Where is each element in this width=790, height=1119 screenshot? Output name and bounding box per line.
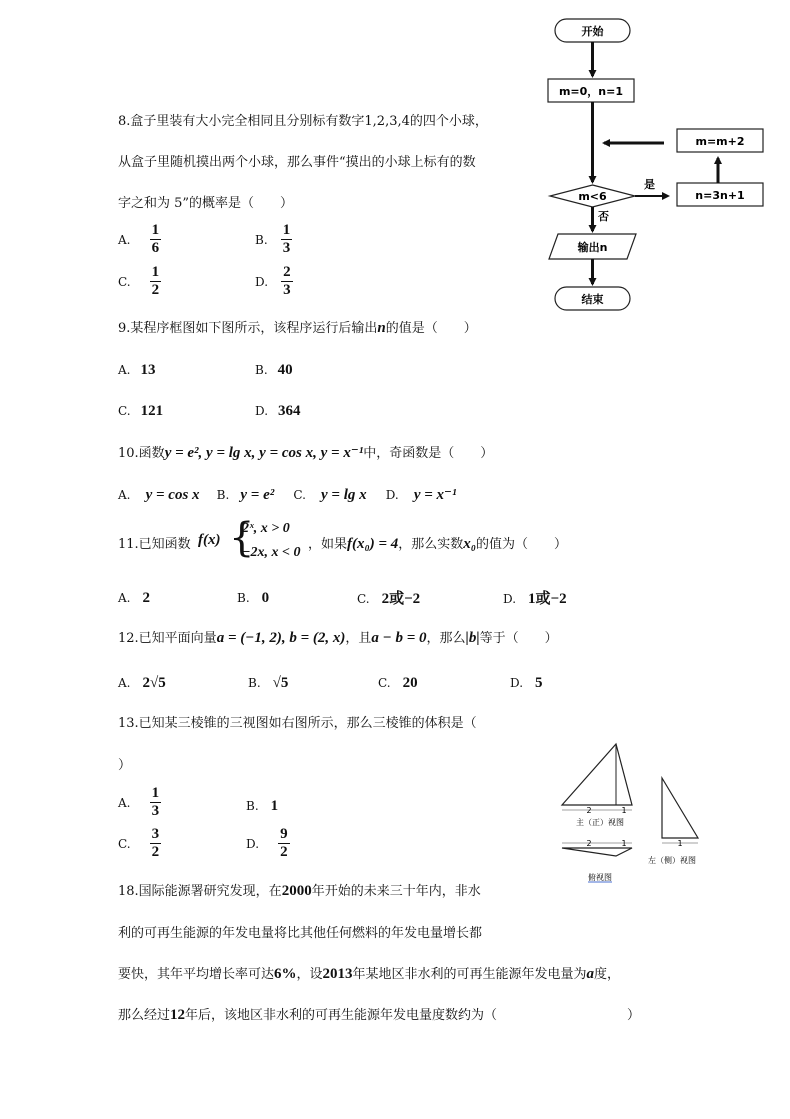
piecewise-brace: { [229,515,255,561]
q10-options: A. y = cos x B. y = e² C. y = lg x D. y = x⁻¹ [118,487,457,503]
flow-start [555,19,630,42]
fraction: $\frac{1}{2}$ [151,264,160,298]
q11-option-c: C. 2或−2 [357,591,421,607]
q12-option-b: B. √5 [248,675,289,691]
svg-text:m=m+2: m=m+2 [695,135,745,148]
q11-rest: ，如果f(x₀) = 4，那么实数x₀的值为（ ） [308,536,568,552]
fraction: $\frac{3}{2}$ [151,826,160,860]
svg-text:m=0，n=1: m=0，n=1 [558,85,624,98]
fraction: $\frac{9}{2}$ [280,826,288,860]
svg-text:1: 1 [621,806,627,815]
flow-step2 [677,129,763,152]
q11-option-a: A. 2 [118,590,150,606]
q10-stem: 10.函数y = e², y = lg x, y = cos x, y = x⁻¹中，奇函数是（ ） [118,445,494,461]
q13-line1: 13.已知某三棱锥的三视图如右图所示，那么三棱锥的体积是（ [118,716,477,731]
svg-text:主（正）视图: 主（正）视图 [576,818,624,827]
q9-option-a: A. 13 [118,362,156,378]
svg-text:开始: 开始 [581,25,604,38]
q8-option-d: D. $\frac{2}{3}$ [255,264,291,298]
q12-option-c: C. 20 [378,675,418,691]
q18-line4: 那么经过12年后，该地区非水利的可再生能源年发电量度数约为（ ） [118,1007,641,1023]
q11-option-b: B. 0 [237,590,270,606]
q18-line1: 18.国际能源署研究发现，在2000年开始的未来三十年内，非水 [118,883,481,899]
q9-option-c: C. 121 [118,403,164,419]
q13-option-b: B. 1 [246,798,279,814]
q9-option-b: B. 40 [255,362,293,378]
q9-option-d: D. 364 [255,403,301,419]
q8-option-a: A. $\frac{1}{6}$ [118,222,160,256]
q13-option-d: D. $\frac{9}{2}$ [246,826,288,860]
svg-text:m<6: m<6 [578,190,607,203]
q8-line2: 从盒子里随机摸出两个小球，那么事件“摸出的小球上标有的数 [118,155,476,170]
q13-option-c: C. $\frac{3}{2}$ [118,826,160,860]
side-view [648,778,698,865]
flow-end [555,287,630,310]
no-label: 否 [598,210,609,223]
svg-text:1: 1 [621,839,627,848]
q8-option-c: C. $\frac{1}{2}$ [118,264,160,298]
q12-option-d: D. 5 [510,675,543,691]
q8-line1: 8.盒子里装有大小完全相同且分别标有数字1,2,3,4的四个小球， [118,114,488,129]
three-view-drawing [550,740,720,890]
q18-line2: 利的可再生能源的年发电量将比其他任何燃料的年发电量增长都 [118,926,483,941]
q8-line3: 字之和为 5”的概率是（ ） [118,196,294,211]
fraction: $\frac{2}{3}$ [283,264,291,298]
q11-fx: f(x) [198,532,221,548]
fraction: $\frac{1}{3}$ [151,785,160,819]
svg-text:输出n: 输出n [577,241,608,254]
front-view [562,744,632,827]
q12-stem: 12.已知平面向量a = (−1, 2), b = (2, x)，且a − b = 0，那么|b|等于（ ） [118,630,558,646]
fraction: $\frac{1}{3}$ [282,222,291,256]
q8-option-b: B. $\frac{1}{3}$ [255,222,291,256]
svg-text:2: 2 [586,806,592,815]
flow-output [549,234,636,259]
q11-case2: −2x, x < 0 [242,545,301,560]
flow-step1 [677,183,763,206]
flow-condition [550,185,635,207]
svg-text:2: 2 [586,839,592,848]
yes-label: 是 [644,178,655,191]
svg-text:结束: 结束 [581,293,604,306]
q13-line2: ） [118,758,132,773]
q13-option-a: A. $\frac{1}{3}$ [118,785,160,819]
flow-init [548,79,634,102]
q11-prefix: 11.已知函数 [118,537,191,552]
q9-stem: 9.某程序框图如下图所示，该程序运行后输出n的值是（ ） [118,320,477,336]
q12-option-a: A. 2√5 [118,675,166,691]
flowchart [540,10,780,315]
svg-text:左（侧）视图: 左（侧）视图 [648,856,696,865]
q11-option-d: D. 1或−2 [503,591,567,607]
svg-text:1: 1 [677,839,683,848]
svg-text:俯视图: 俯视图 [588,873,612,882]
top-view [562,839,632,882]
fraction: $\frac{1}{6}$ [151,222,160,256]
q11-case1: 2ˣ, x > 0 [242,521,290,536]
svg-text:n=3n+1: n=3n+1 [695,189,745,202]
q18-line3: 要快，其年平均增长率可达6%，设2013年某地区非水利的可再生能源年发电量为a度， [118,966,621,982]
